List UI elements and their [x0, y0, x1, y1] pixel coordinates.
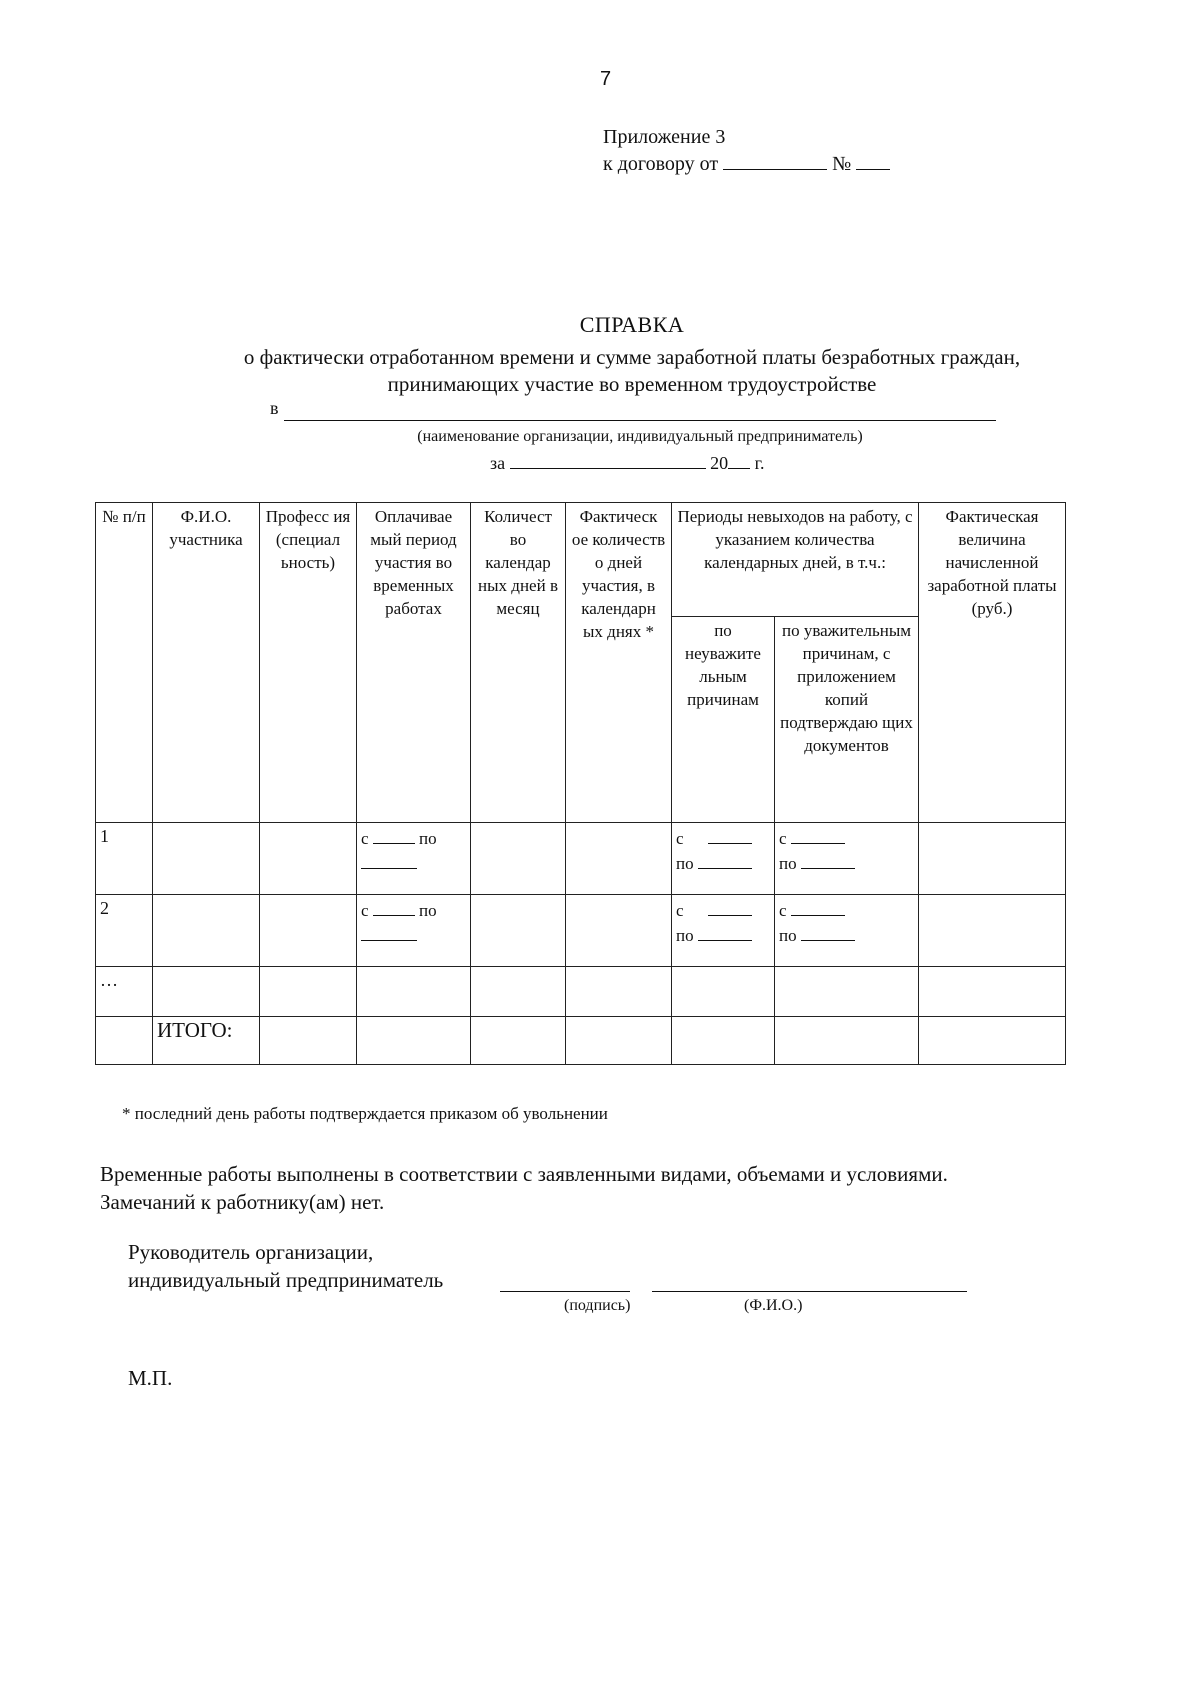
excused-cell [775, 823, 919, 895]
period-year-blank [728, 450, 750, 469]
table-row [96, 895, 1066, 967]
to-label: по [779, 926, 797, 945]
from-label: с [361, 901, 369, 920]
to-label: по [779, 854, 797, 873]
period-month-blank [510, 450, 706, 469]
total-num-cell [96, 1017, 153, 1065]
appendix-contract-line [603, 151, 890, 178]
to-blank [801, 922, 855, 941]
header-salary: Фактическая величина начисленной заработной платы (руб.) [919, 503, 1066, 823]
row-number: 2 [96, 895, 153, 967]
to-blank [361, 850, 417, 869]
from-blank [791, 897, 845, 916]
from-blank [373, 825, 415, 844]
to-blank [361, 922, 417, 941]
total-paid-period-cell [357, 1017, 471, 1065]
from-label: с [361, 829, 369, 848]
excused-cell [775, 967, 919, 1017]
from-blank [373, 897, 415, 916]
page-number: 7 [600, 68, 612, 90]
to-blank [698, 850, 752, 869]
header-profession: Професс ия (специал ьность) [260, 503, 357, 823]
period-year: 20 [710, 453, 729, 473]
header-paid-period: Оплачивае мый период участия во временных работах [357, 503, 471, 823]
actual-days-cell [566, 823, 672, 895]
total-excused-cell [775, 1017, 919, 1065]
header-calendar-days: Количест во календар ных дней в месяц [471, 503, 566, 823]
header-actual-days: Фактическ ое количеств о дней участия, в календарн ых днях * [566, 503, 672, 823]
total-label: ИТОГО: [153, 1017, 260, 1065]
fio-blank [652, 1291, 967, 1292]
actual-days-cell [566, 895, 672, 967]
from-blank [708, 825, 752, 844]
to-blank [801, 850, 855, 869]
total-row [96, 1017, 1066, 1065]
org-prefix: в [270, 398, 279, 418]
signer-line2: индивидуальный предприниматель [128, 1268, 444, 1292]
timesheet-table [95, 502, 1066, 1065]
from-label: с [676, 901, 684, 920]
period-suffix: г. [754, 453, 765, 473]
from-label: с [779, 829, 787, 848]
excused-cell [775, 895, 919, 967]
actual-days-cell [566, 967, 672, 1017]
header-absences: Периоды невыходов на работу, с указанием количества календарных дней, в т.ч.: [672, 503, 919, 617]
salary-cell [919, 895, 1066, 967]
header-absences-excused: по уважительным причинам, с приложением копий подтверждаю щих документов [775, 617, 919, 823]
footnote: * последний день работы подтверждается приказом об увольнении [122, 1104, 608, 1123]
unexcused-cell [672, 967, 775, 1017]
fio-cell [153, 895, 260, 967]
fio-caption: (Ф.И.О.) [744, 1297, 803, 1314]
row-number: … [96, 967, 153, 1017]
total-actual-days-cell [566, 1017, 672, 1065]
salary-cell [919, 823, 1066, 895]
completion-statement: Временные работы выполнены в соответствии с заявленными видами, объемами и условиями. Замечаний к работнику(ам) нет. [100, 1162, 948, 1214]
paid-period-cell [357, 895, 471, 967]
calendar-days-cell [471, 895, 566, 967]
signer-line1: Руководитель организации, [128, 1240, 374, 1264]
profession-cell [260, 823, 357, 895]
unexcused-cell [672, 895, 775, 967]
appendix-reference [603, 124, 890, 178]
from-label: с [676, 829, 684, 848]
contract-date-blank [723, 151, 827, 170]
to-label: по [676, 854, 694, 873]
from-blank [708, 897, 752, 916]
header-absences-unexcused: по неуважите льным причинам [672, 617, 775, 823]
table-row [96, 967, 1066, 1017]
calendar-days-cell [471, 967, 566, 1017]
period-prefix: за [490, 453, 506, 473]
number-sign: № [832, 153, 852, 175]
contract-number-blank [856, 151, 890, 170]
period-line [490, 450, 764, 474]
table-row [96, 823, 1066, 895]
row-number: 1 [96, 823, 153, 895]
document-title: СПРАВКА [579, 312, 685, 337]
signature-caption: (подпись) [564, 1297, 631, 1314]
profession-cell [260, 967, 357, 1017]
unexcused-cell [672, 823, 775, 895]
signature-blank [500, 1291, 630, 1292]
calendar-days-cell [471, 823, 566, 895]
to-label: по [419, 901, 437, 920]
contract-prefix: к договору от [603, 153, 719, 175]
header-fio: Ф.И.О. участника [153, 503, 260, 823]
fio-cell [153, 823, 260, 895]
profession-cell [260, 895, 357, 967]
total-calendar-days-cell [471, 1017, 566, 1065]
paid-period-cell [357, 967, 471, 1017]
from-blank [791, 825, 845, 844]
from-label: с [779, 901, 787, 920]
to-label: по [419, 829, 437, 848]
paid-period-cell [357, 823, 471, 895]
total-unexcused-cell [672, 1017, 775, 1065]
org-name-blank [284, 420, 996, 421]
salary-cell [919, 967, 1066, 1017]
header-num: № п/п [96, 503, 153, 823]
total-profession-cell [260, 1017, 357, 1065]
total-salary-cell [919, 1017, 1066, 1065]
to-label: по [676, 926, 694, 945]
appendix-title: Приложение 3 [603, 126, 726, 148]
document-subtitle: о фактически отработанном времени и сумме заработной платы безработных граждан, принимающих участие во временном трудоустройстве [243, 345, 1021, 396]
signer-block [128, 1238, 443, 1294]
fio-cell [153, 967, 260, 1017]
stamp-placeholder: М.П. [128, 1366, 173, 1390]
to-blank [698, 922, 752, 941]
org-caption: (наименование организации, индивидуальный предприниматель) [417, 428, 863, 445]
